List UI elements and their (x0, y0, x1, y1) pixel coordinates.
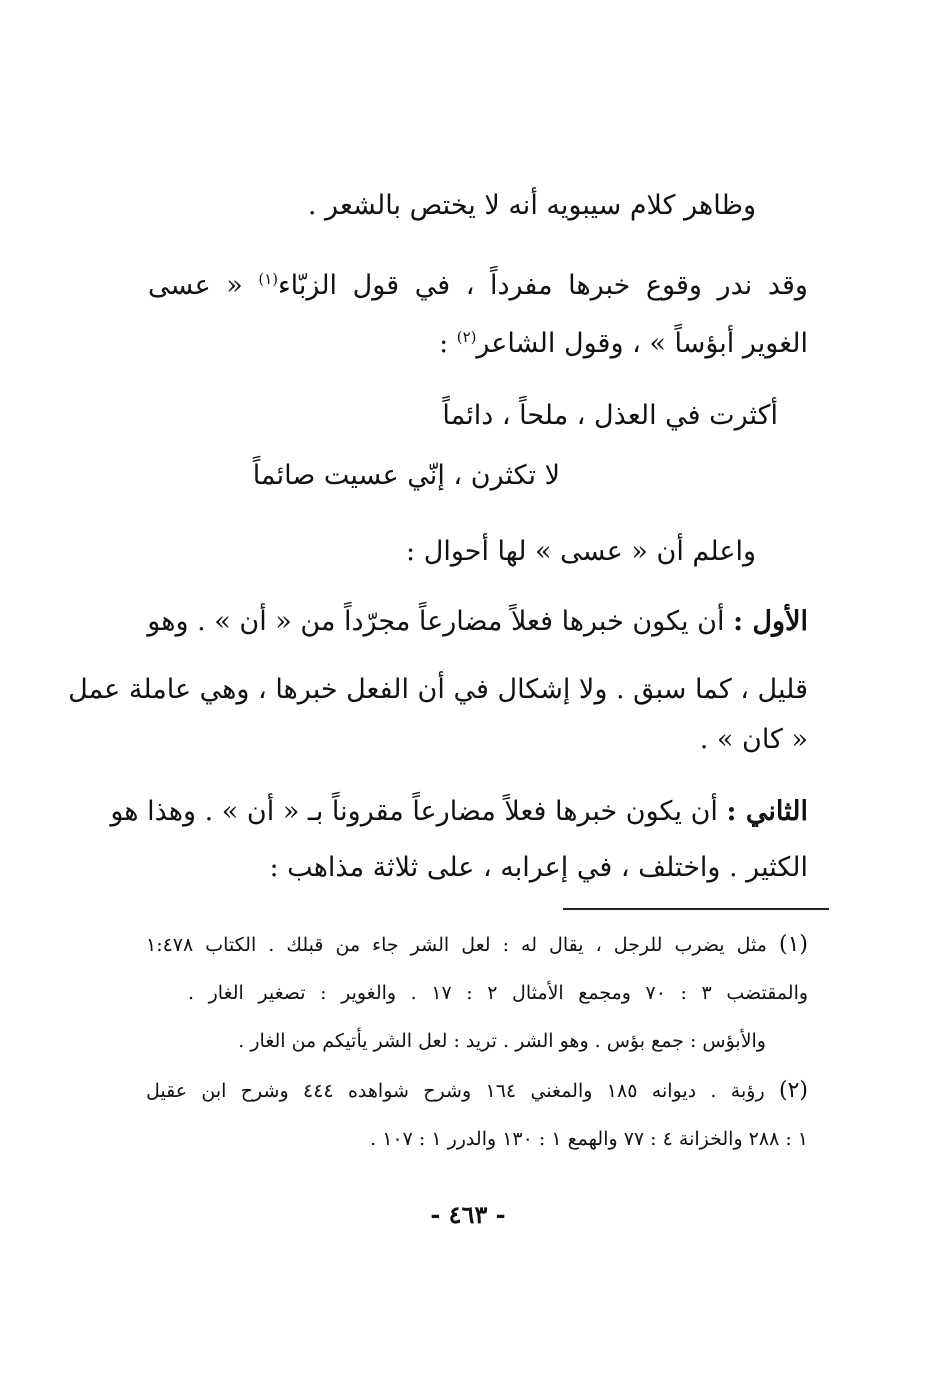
footnote-number: (٢) (779, 1078, 809, 1103)
text-line (148, 266, 808, 306)
paragraph-text: الغوير أبؤساً » ، وقول الشاعر (476, 328, 808, 359)
paragraph-text: واعلم أن « عسى » لها أحوال : (406, 536, 756, 567)
footnote-reference: (٢) (456, 328, 477, 346)
footnote-text: مثل يضرب للرجل ، يقال له : لعل الشر جاء من قبلك . الكتاب ١:٤٧٨ (146, 934, 767, 956)
footnote-text: والمقتضب ٣ : ٧٠ ومجمع الأمثال ٢ : ١٧ . والغوير : تصغير الغار . (188, 982, 809, 1004)
paragraph-text: وقد ندر وقوع خبرها مفرداً ، في قول الزبّاء (277, 270, 808, 301)
text-line (110, 792, 808, 832)
page-number: - ٤٦٣ - (430, 1200, 506, 1229)
paragraph-text: « كان » . (699, 724, 808, 755)
text-line (148, 186, 756, 226)
text-line (68, 670, 808, 710)
paragraph-text: قليل ، كما سبق . ولا إشكال في أن الفعل خبرها ، وهي عاملة عمل (68, 674, 808, 705)
text-line (148, 324, 808, 364)
footnote-number: (١) (778, 932, 808, 957)
paragraph-text: الكثير . واختلف ، في إعرابه ، على ثلاثة مذاهب : (269, 852, 808, 883)
verse-text: أكثرت في العذل ، ملحاً ، دائماً (442, 400, 778, 431)
verse-text: لا تكثرن ، إنّي عسيت صائماً (252, 460, 560, 491)
paragraph-text: أن يكون خبرها فعلاً مضارعاً مجرّداً من « أن » . وهو (147, 606, 725, 637)
text-line (148, 532, 756, 572)
poem-verse-1 (442, 396, 778, 436)
footnote-separator (563, 908, 829, 910)
paragraph-text: أن يكون خبرها فعلاً مضارعاً مقروناً بـ « أن » . وهذا هو (110, 796, 718, 827)
paragraph-text: : (439, 328, 449, 359)
footnote-reference: (١) (258, 270, 278, 288)
footnote-1-line (186, 1026, 766, 1056)
footnote-1-line (146, 930, 808, 960)
footnote-text: ١ : ٢٨٨ والخزانة ٤ : ٧٧ والهمع ١ : ١٣٠ والدرر ١ : ١٠٧ . (370, 1128, 808, 1150)
paragraph-text: « عسى (148, 270, 243, 301)
footnote-2-line (146, 1076, 808, 1106)
footnote-text: والأبؤس : جمع بؤس . وهو الشر . تريد : لعل الشر يأتيكم من الغار . (238, 1030, 766, 1052)
paragraph-label: الأول : (733, 606, 808, 637)
text-line (148, 720, 808, 760)
paragraph-label: الثاني : (726, 796, 808, 827)
text-line (148, 602, 808, 642)
text-line (148, 848, 808, 888)
paragraph-text: وظاهر كلام سيبويه أنه لا يختص بالشعر . (307, 190, 756, 221)
footnote-1-line (188, 978, 808, 1008)
footnote-text: رؤبة . ديوانه ١٨٥ والمغني ١٦٤ وشرح شواهده ٤٤٤ وشرح ابن عقيل (146, 1080, 765, 1102)
footnote-2-line (188, 1124, 808, 1154)
poem-verse-2 (253, 456, 560, 496)
